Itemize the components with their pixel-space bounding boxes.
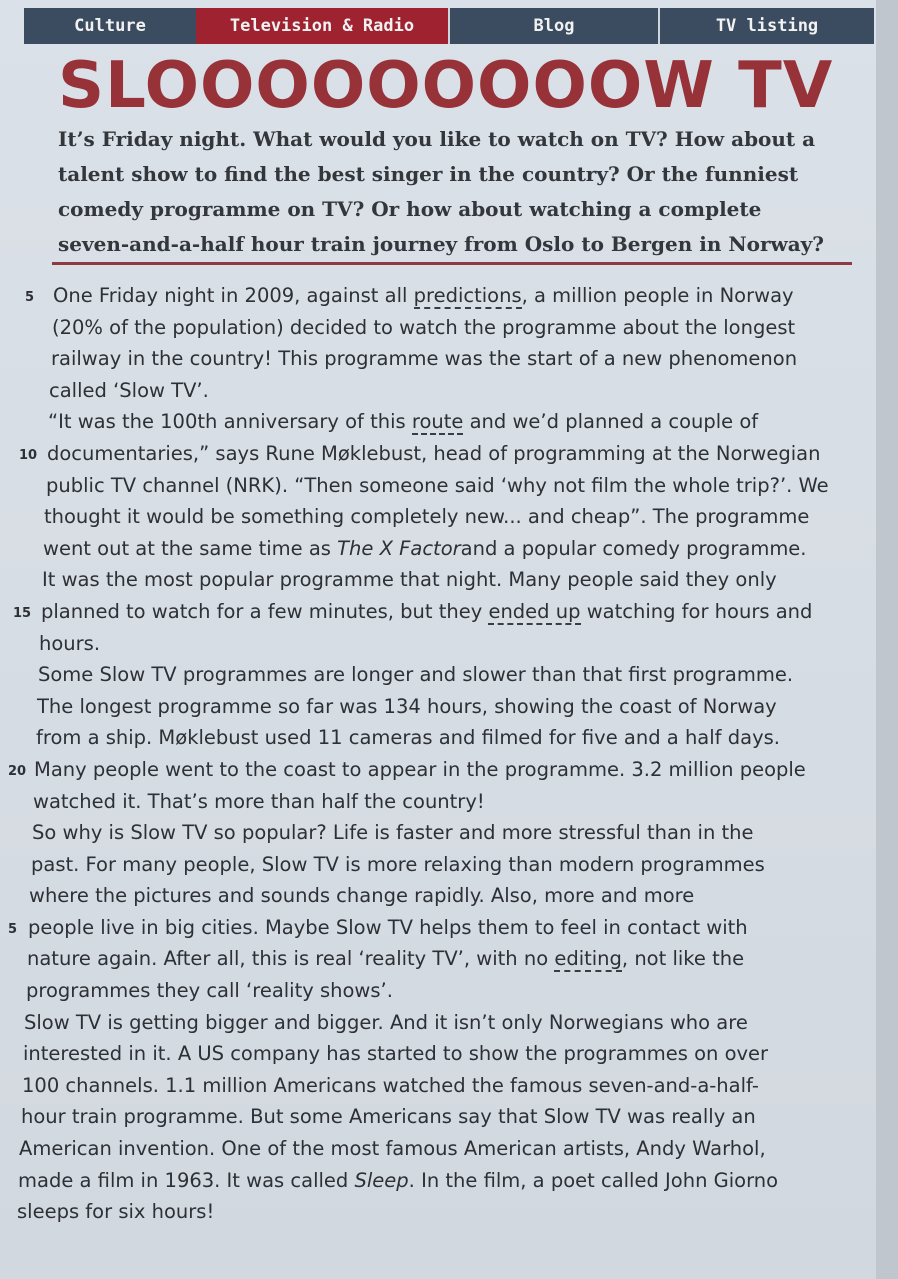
body-line — [8, 1038, 863, 1070]
body-line — [8, 375, 863, 407]
body-line — [8, 1165, 863, 1197]
body-line — [8, 943, 863, 975]
body-text-segment: and a popular comedy programme. — [460, 536, 807, 560]
body-line — [8, 564, 863, 596]
body-line — [8, 754, 863, 786]
body-text-segment: It was the most popular programme that night. Many people said they only — [42, 568, 777, 592]
intro-line: seven-and-a-half hour train journey from Oslo to Bergen in Norway? — [58, 232, 825, 256]
body-line — [8, 628, 863, 660]
body-text-segment: So why is Slow TV so popular? Life is faster and more stressful than in the — [32, 821, 754, 845]
intro-divider — [52, 262, 852, 265]
body-text-segment: (20% of the population) decided to watch the programme about the longest — [52, 315, 796, 339]
line-number: 15 — [13, 605, 32, 621]
body-line — [8, 817, 863, 849]
body-text-segment: and we’d planned a couple of — [463, 410, 759, 434]
body-text-segment: Some Slow TV programmes are longer and slower than that first programme. — [38, 663, 794, 687]
body-line — [8, 343, 863, 375]
body-line — [8, 1133, 863, 1165]
body-text-segment: railway in the country! This programme was the start of a new phenomenon — [51, 347, 798, 371]
body-text-segment: watching for hours and — [580, 599, 813, 623]
body-line — [8, 1070, 863, 1102]
body-line — [8, 1101, 863, 1133]
article-body — [8, 280, 863, 1228]
body-text-segment: called ‘Slow TV’. — [49, 378, 209, 402]
body-text-segment: past. For many people, Slow TV is more relaxing than modern programmes — [31, 852, 765, 876]
body-line — [8, 849, 863, 881]
body-text-segment: , not like the — [621, 947, 745, 971]
body-text-segment: thought it would be something completely new... and cheap”. The programme — [44, 505, 810, 529]
body-text-segment: watched it. That’s more than half the country! — [33, 789, 485, 813]
body-text-segment: hour train programme. But some Americans say that Slow TV was really an — [21, 1105, 756, 1129]
body-line — [8, 501, 863, 533]
page-edge — [876, 0, 898, 1279]
tab-tv-listing[interactable]: TV listing — [658, 8, 874, 44]
body-line — [8, 912, 863, 944]
body-text-segment: interested in it. A US company has started to show the programmes on over — [23, 1042, 769, 1066]
line-number: 5 — [25, 290, 35, 305]
intro-line: It’s Friday night. What would you like to watch on TV? How about a — [58, 127, 816, 151]
body-line — [8, 659, 863, 691]
body-line — [8, 280, 863, 312]
body-line — [8, 975, 863, 1007]
tab-blog[interactable]: Blog — [448, 8, 658, 44]
underlined-vocabulary: route — [411, 410, 464, 434]
body-text-segment: “It was the 100th anniversary of this — [48, 410, 412, 434]
body-text-segment: made a film in 1963. It was called — [18, 1168, 355, 1192]
body-line — [8, 596, 863, 628]
body-line — [8, 786, 863, 818]
body-text-segment: Slow TV is getting bigger and bigger. And it isn’t only Norwegians who are — [24, 1010, 748, 1034]
line-number: 5 — [8, 921, 18, 937]
body-text-segment: sleeps for six hours! — [17, 1200, 215, 1224]
body-line — [8, 1196, 863, 1228]
line-number: 20 — [8, 763, 27, 779]
body-line — [8, 438, 863, 470]
body-text-segment: hours. — [39, 631, 101, 655]
body-line — [8, 691, 863, 723]
tab-culture[interactable]: Culture — [24, 8, 196, 44]
body-line — [8, 406, 863, 438]
body-text-segment: went out at the same time as — [43, 536, 338, 560]
section-tabs — [24, 8, 874, 44]
body-text-segment: , a million people in Norway — [521, 284, 794, 307]
body-text-segment: programmes they call ‘reality shows’. — [26, 979, 393, 1003]
body-text-segment: Many people went to the coast to appear in the programme. 3.2 million people — [34, 757, 806, 781]
body-line — [8, 880, 863, 912]
underlined-vocabulary: editing — [554, 947, 622, 971]
tab-television-radio[interactable]: Television & Radio — [196, 8, 448, 44]
underlined-vocabulary: ended up — [488, 599, 581, 623]
body-text-segment: planned to watch for a few minutes, but they — [41, 599, 489, 623]
article-title: SLOOOOOOOOOW TV — [58, 49, 834, 123]
line-number: 10 — [19, 447, 38, 463]
intro-line: comedy programme on TV? Or how about watching a complete — [58, 197, 762, 221]
body-line — [8, 722, 863, 754]
body-line — [8, 312, 863, 344]
body-line — [8, 1007, 863, 1039]
intro-line: talent show to find the best singer in the country? Or the funniest — [58, 162, 799, 186]
body-text-segment: The longest programme so far was 134 hours, showing the coast of Norway — [37, 694, 777, 718]
italic-title: The X Factor — [337, 536, 461, 560]
body-line — [8, 533, 863, 565]
body-line — [8, 470, 863, 502]
article-intro — [58, 122, 848, 262]
underlined-vocabulary: predictions — [413, 284, 522, 307]
body-text-segment: . In the film, a poet called John Giorno — [408, 1168, 779, 1192]
body-text-segment: from a ship. Møklebust used 11 cameras and filmed for five and a half days. — [36, 726, 780, 750]
body-text-segment: nature again. After all, this is real ‘reality TV’, with no — [27, 947, 555, 971]
italic-title: Sleep — [354, 1168, 409, 1192]
body-text-segment: documentaries,” says Rune Møklebust, head of programming at the Norwegian — [47, 441, 821, 465]
body-text-segment: where the pictures and sounds change rapidly. Also, more and more — [29, 884, 695, 908]
body-text-segment: American invention. One of the most famous American artists, Andy Warhol, — [19, 1137, 766, 1161]
body-text-segment: 100 channels. 1.1 million Americans watched the famous seven-and-a-half- — [22, 1073, 759, 1097]
body-text-segment: public TV channel (NRK). “Then someone said ‘why not film the whole trip?’. We — [46, 473, 829, 497]
body-text-segment: people live in big cities. Maybe Slow TV helps them to feel in contact with — [28, 915, 748, 939]
body-text-segment: One Friday night in 2009, against all — [53, 284, 414, 307]
